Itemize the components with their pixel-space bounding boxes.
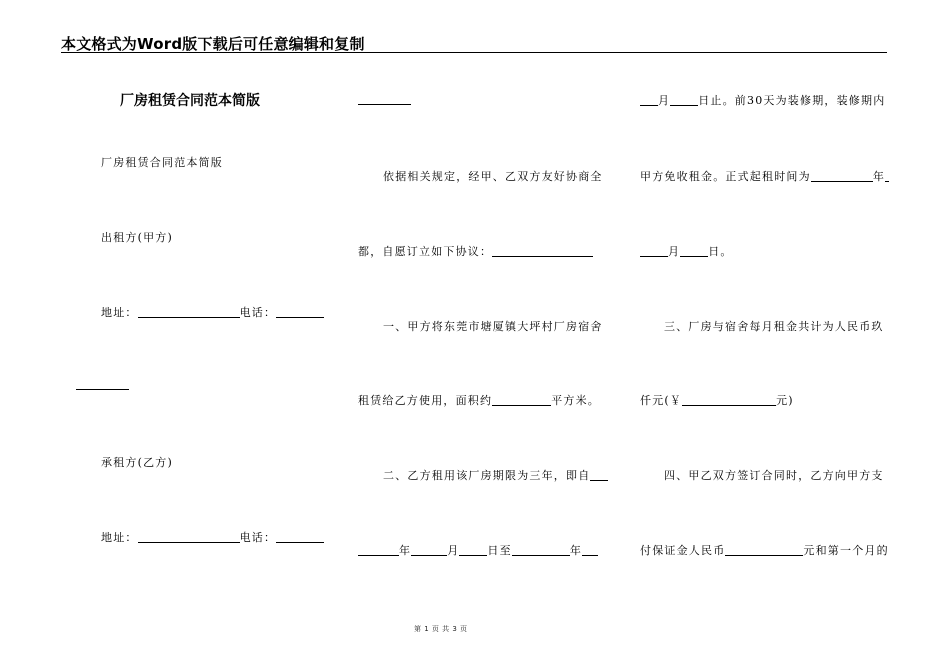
page-number: 第 1 页 共 3 页: [414, 625, 468, 633]
month-text: 月: [658, 94, 671, 107]
col2-top-blank-line: [358, 92, 411, 106]
month-text: 月: [447, 544, 460, 557]
phone-label: 电话：: [239, 531, 277, 544]
start-day-blank: [459, 543, 487, 556]
text: 都，自愿订立如下协议：: [358, 245, 493, 258]
deposit-blank: [725, 543, 803, 556]
text: 平方米。: [551, 394, 601, 407]
rent-month-blank: [640, 244, 668, 257]
blank: [582, 543, 598, 556]
rent-amount-blank: [682, 393, 776, 406]
text: 元和第一个月的: [803, 544, 889, 557]
year-text: 年: [872, 170, 886, 183]
text: 日止。前30天为装修期，装修期内: [698, 94, 886, 107]
col2-date-range-line: [358, 542, 598, 558]
col1-lessee-label: 承租方(乙方): [101, 456, 173, 469]
download-banner: 本文格式为Word版下载后可任意编辑和复制: [61, 35, 365, 53]
end-year-blank: [512, 543, 570, 556]
phone-blank: [276, 530, 324, 543]
text: 二、乙方租用该厂房期限为三年，即自: [383, 469, 591, 482]
col1-address-continuation: [76, 377, 129, 391]
col1-lessee-address-line: [101, 529, 324, 545]
day-text: 日。: [708, 245, 733, 258]
month-text: 月: [668, 245, 681, 258]
col1-lessor-label: 出租方(甲方): [101, 231, 173, 244]
area-blank: [492, 393, 551, 406]
address-blank: [138, 530, 240, 543]
col3-rent-start-date: [640, 243, 733, 259]
end-day-blank: [670, 93, 698, 106]
col3-end-date-line: [640, 92, 885, 108]
text: 甲方免收租金。正式起租时间为: [640, 170, 811, 183]
year-text: 年: [569, 544, 583, 557]
col3-rent-start-line: [640, 168, 889, 184]
rent-day-blank: [680, 244, 708, 257]
col3-clause-4: 四、甲乙双方签订合同时，乙方向甲方支: [664, 469, 884, 482]
end-month-blank: [640, 93, 658, 106]
address-label: 地址：: [101, 531, 138, 544]
banner-divider: [61, 52, 887, 53]
day-to-text: 日至: [487, 544, 512, 557]
text: 仟元(￥: [640, 394, 683, 407]
col1-subtitle: 厂房租赁合同范本简版: [101, 156, 223, 169]
col2-clause-2: [383, 467, 608, 483]
address-blank: [138, 305, 240, 318]
blank: [492, 244, 593, 257]
phone-blank: [276, 305, 324, 318]
col2-clause-1: 一、甲方将东莞市塘厦镇大坪村厂房宿舍: [383, 320, 603, 333]
phone-label: 电话：: [239, 306, 277, 319]
text: 付保证金人民币: [640, 544, 726, 557]
address-label: 地址：: [101, 306, 138, 319]
blank: [358, 92, 411, 105]
address-overflow-blank: [76, 377, 129, 390]
text: 租赁给乙方使用，面积约: [358, 394, 493, 407]
start-year-blank: [358, 543, 399, 556]
text: 元): [776, 394, 794, 407]
col2-area-line: [358, 392, 600, 408]
col2-agreement-line: [358, 243, 593, 259]
blank: [590, 468, 608, 481]
col1-lessor-address-line: [101, 304, 324, 320]
document-title: 厂房租赁合同范本简版: [120, 93, 260, 109]
year-text: 年: [399, 544, 412, 557]
start-month-blank: [411, 543, 447, 556]
col3-deposit-line: [640, 542, 889, 558]
col3-clause-3: 三、厂房与宿舍每月租金共计为人民币玖: [664, 320, 884, 333]
col2-para-intro: 依据相关规定，经甲、乙双方友好协商全: [383, 170, 603, 183]
blank: [885, 169, 889, 182]
rent-year-blank: [811, 169, 873, 182]
col3-rent-amount-line: [640, 392, 794, 408]
